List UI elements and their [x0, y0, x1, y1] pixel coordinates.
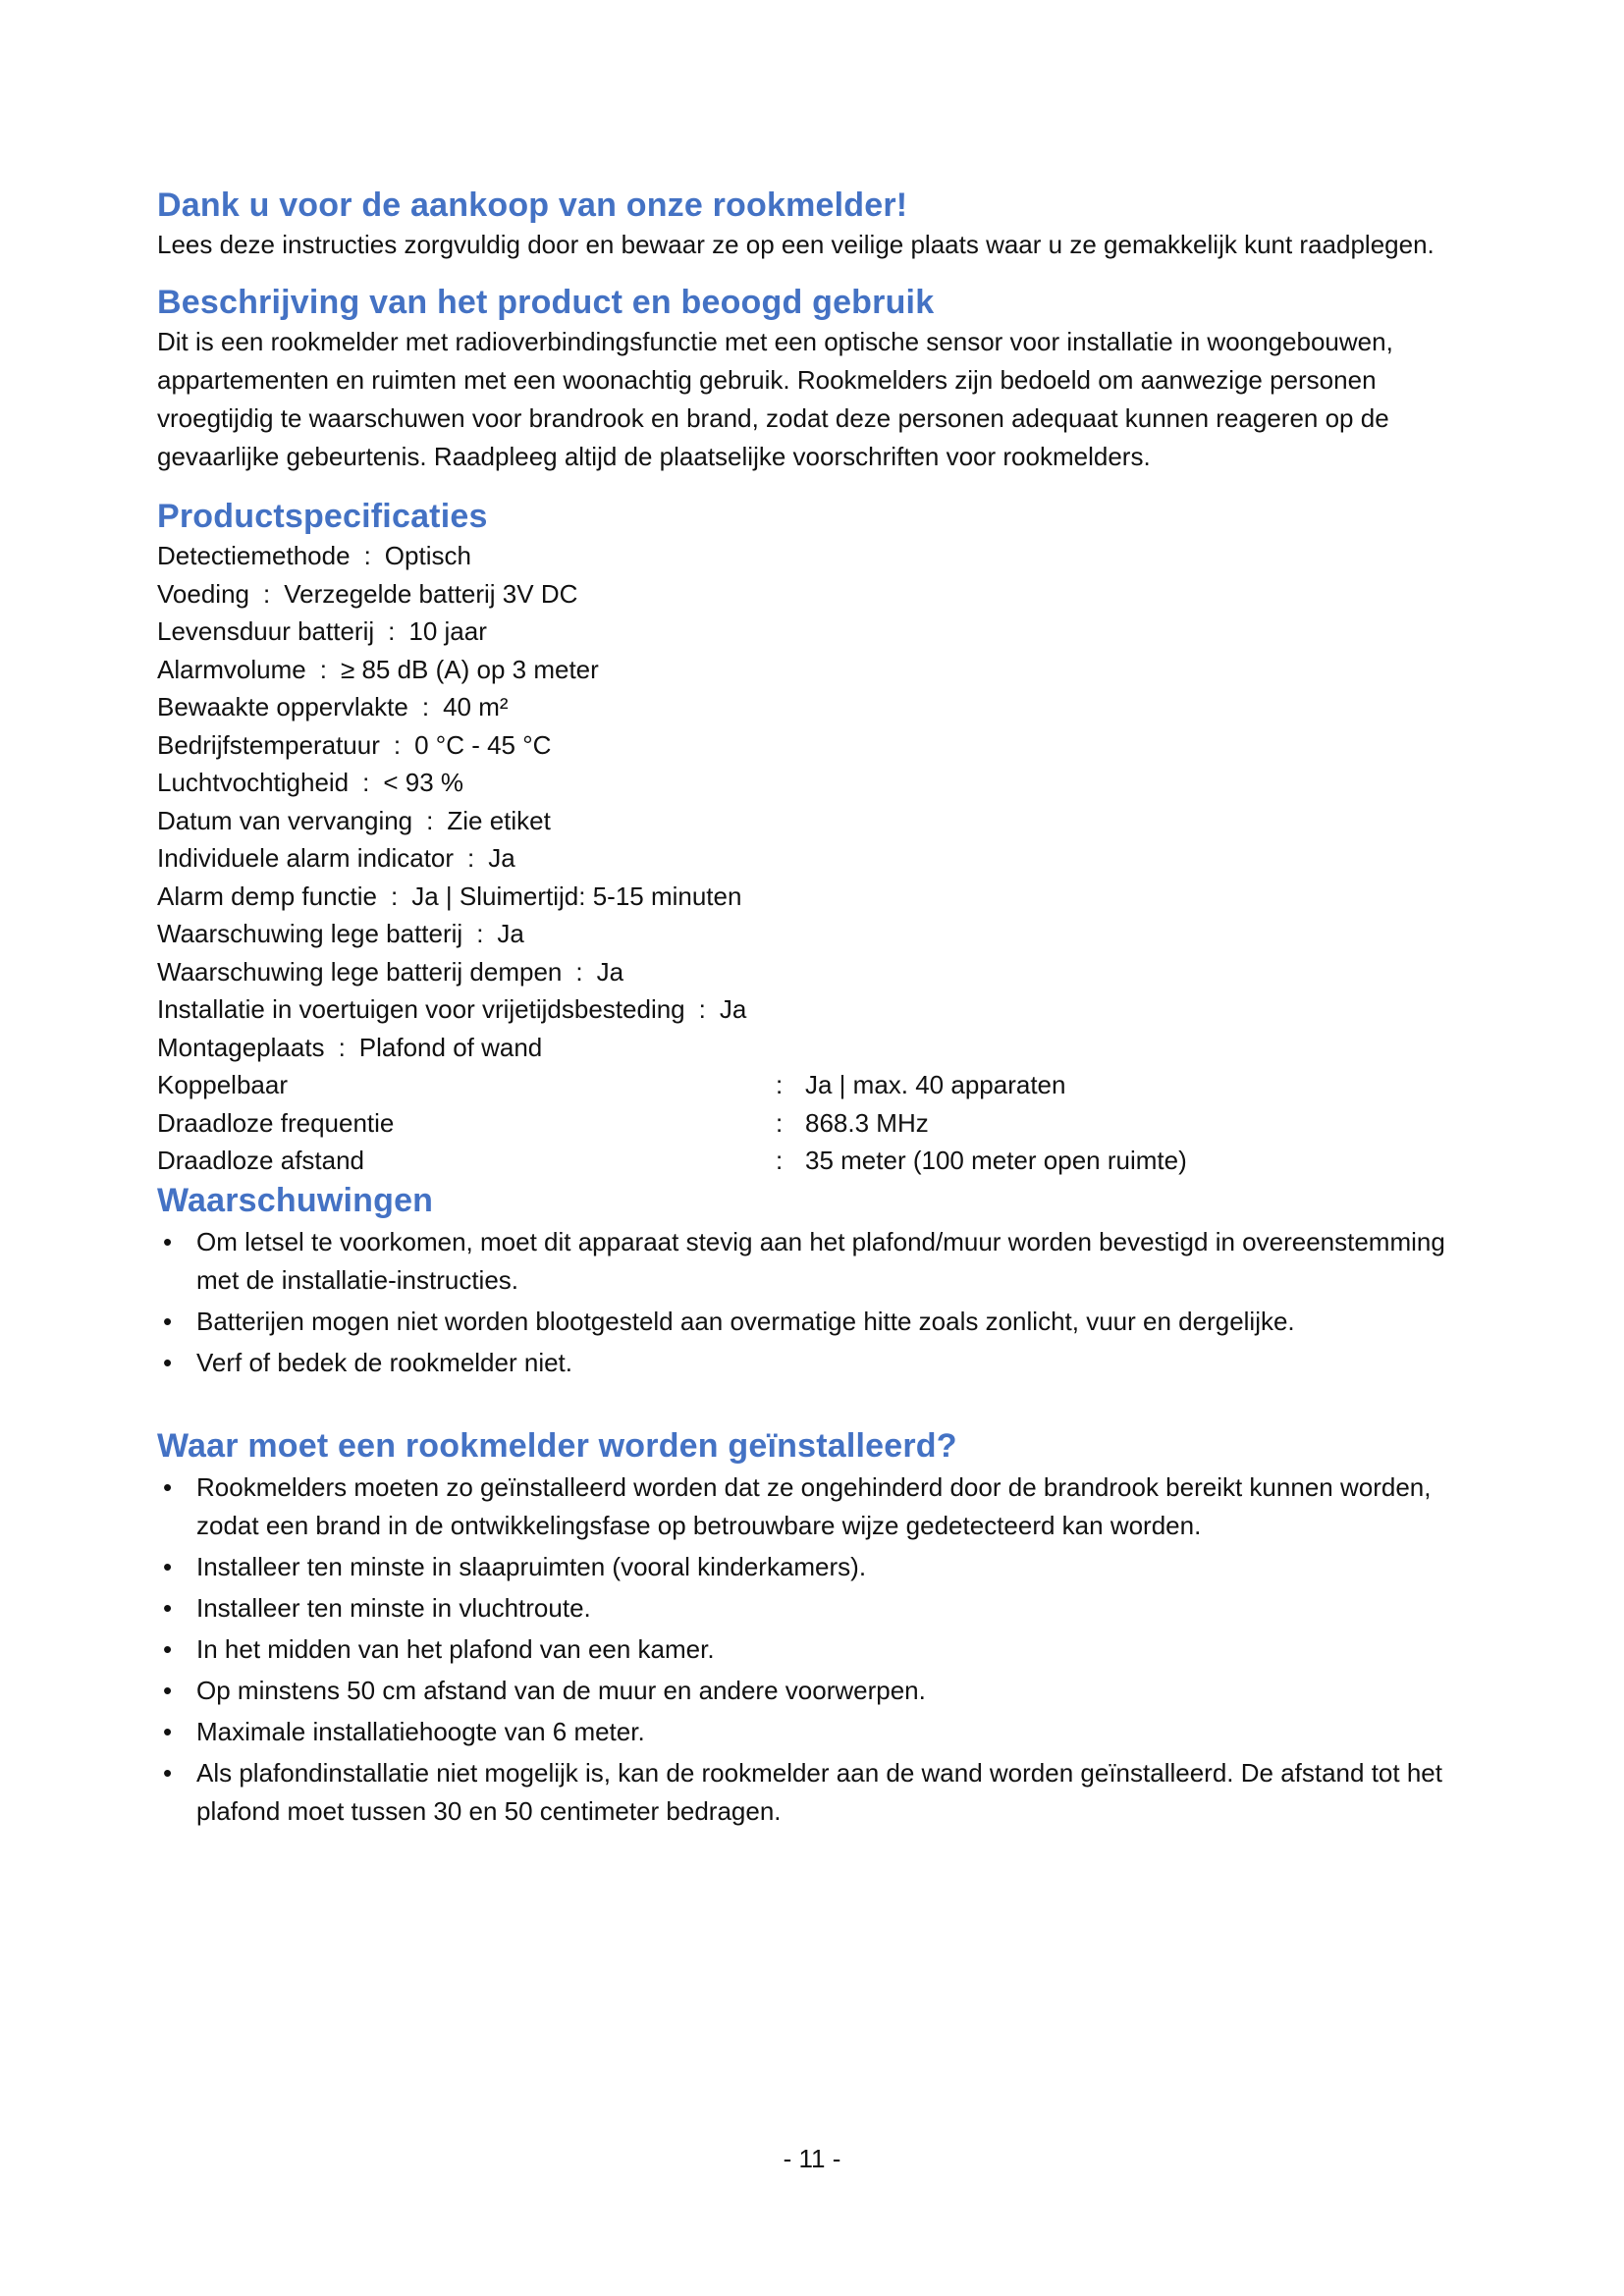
bullet-icon: •	[163, 1347, 173, 1377]
spec-row	[157, 537, 1463, 575]
spec-separator: :	[388, 616, 396, 646]
spec-label: Levensduur batterij	[157, 616, 375, 646]
spec-row	[157, 915, 1463, 953]
list-item-text: Als plafondinstallatie niet mogelijk is, kan de rookmelder aan de wand worden geïnstalleerd. De afstand tot het plafond moet tussen 30 en 50 centimeter bedragen.	[196, 1757, 1442, 1826]
spec-separator: :	[421, 692, 430, 721]
spec-label: Draadloze frequentie	[157, 1107, 395, 1138]
list-item	[157, 1303, 1463, 1341]
list-item	[157, 1344, 1463, 1382]
list-item-text: Verf of bedek de rookmelder niet.	[196, 1347, 573, 1377]
description-heading: Beschrijving van het product en beoogd gebruik	[157, 284, 935, 321]
bullet-icon: •	[163, 1551, 173, 1581]
spec-row	[157, 990, 1463, 1029]
spec-separator: :	[776, 1070, 784, 1099]
spec-separator: :	[698, 994, 706, 1024]
spec-value: < 93 %	[383, 768, 464, 797]
spec-label: Detectiemethode	[157, 541, 351, 570]
bullet-icon: •	[163, 1226, 173, 1256]
spec-label: Bedrijfstemperatuur	[157, 729, 380, 760]
list-item	[157, 1589, 1463, 1628]
spec-row	[157, 651, 1463, 689]
spec-row	[157, 1104, 1463, 1143]
spec-label: Installatie in voertuigen voor vrijetijdsbesteding	[157, 994, 685, 1024]
spec-label: Draadloze afstand	[157, 1146, 365, 1175]
spec-separator: :	[776, 1107, 784, 1138]
intro-section	[157, 185, 1463, 264]
bullet-icon: •	[163, 1675, 173, 1705]
list-item	[157, 1468, 1463, 1545]
bullet-icon: •	[163, 1471, 173, 1502]
list-item-text: Om letsel te voorkomen, moet dit apparaat stevig aan het plafond/muur worden bevestigd in overeenstemming met de installatie-instructies.	[196, 1226, 1445, 1295]
spec-value: ≥ 85 dB (A) op 3 meter	[340, 654, 599, 684]
list-item-text: Op minstens 50 cm afstand van de muur en andere voorwerpen.	[196, 1675, 926, 1705]
warnings-section	[157, 1180, 1463, 1382]
spec-value: Plafond of wand	[358, 1032, 543, 1062]
bullet-icon: •	[163, 1633, 173, 1664]
intro-heading: Dank u voor de aankoop van onze rookmelder!	[157, 187, 908, 224]
spec-row	[157, 1142, 1463, 1180]
list-item	[157, 1223, 1463, 1300]
spec-label: Datum van vervanging	[157, 805, 413, 835]
spec-separator: :	[390, 881, 399, 911]
spec-label: Alarm demp functie	[157, 881, 377, 911]
spec-separator: :	[363, 541, 371, 570]
spec-value: Ja | max. 40 apparaten	[805, 1070, 1066, 1099]
spec-value: Ja | Sluimertijd: 5-15 minuten	[411, 881, 742, 911]
list-item	[157, 1754, 1463, 1831]
spec-separator: :	[426, 805, 434, 835]
description-text: Dit is een rookmelder met radioverbindingsfunctie met een optische sensor voor installatie in woongebouwen, appartementen en ruimten met een woonachtig gebruik. Rookmelders zijn bedoeld om aanwezige personen vroegtijdig te waarschuwen voor brandrook en brand, zodat deze personen adequaat kunnen reageren op de gevaarlijke gebeurtenis. Raadpleeg altijd de plaatselijke voorschriften voor rookmelders.	[157, 327, 1393, 471]
list-item-text: Rookmelders moeten zo geïnstalleerd worden dat ze ongehinderd door de brandrook bereikt kunnen worden, zodat een brand in de ontwikkelingsfase op betrouwbare wijze gedetecteerd kan worden.	[196, 1471, 1432, 1540]
spec-value: 868.3 MHz	[805, 1107, 929, 1138]
spec-value: Ja	[719, 994, 747, 1024]
spec-separator: :	[319, 654, 327, 684]
spec-row	[157, 1029, 1463, 1067]
list-item	[157, 1630, 1463, 1669]
list-item-text: Installeer ten minste in slaapruimten (vooral kinderkamers).	[196, 1551, 867, 1581]
spec-value: Verzegelde batterij 3V DC	[284, 578, 578, 609]
warnings-heading: Waarschuwingen	[157, 1181, 434, 1219]
spec-value: Ja	[488, 843, 515, 873]
spec-separator: :	[776, 1146, 784, 1175]
specs-section	[157, 496, 1463, 1180]
installation-section	[157, 1425, 1463, 1831]
installation-list	[157, 1468, 1463, 1831]
manual-page	[157, 185, 1463, 1834]
spec-value: 10 jaar	[408, 616, 487, 646]
bullet-icon: •	[163, 1757, 173, 1788]
spec-row	[157, 688, 1463, 726]
list-item-text: Maximale installatiehoogte van 6 meter.	[196, 1716, 645, 1746]
spec-label: Waarschuwing lege batterij	[157, 919, 463, 948]
list-item	[157, 1713, 1463, 1751]
spec-row	[157, 613, 1463, 651]
list-item	[157, 1672, 1463, 1710]
spec-value: Ja	[596, 956, 624, 987]
spec-separator: :	[338, 1032, 346, 1062]
spec-row	[157, 726, 1463, 765]
spec-row	[157, 802, 1463, 840]
spec-value: Optisch	[384, 541, 471, 570]
list-item-text: In het midden van het plafond van een kamer.	[196, 1633, 715, 1664]
list-item-text: Batterijen mogen niet worden blootgesteld aan overmatige hitte zoals zonlicht, vuur en dergelijke.	[196, 1306, 1295, 1336]
spec-row	[157, 878, 1463, 916]
spec-value: 40 m²	[443, 692, 509, 721]
spec-separator: :	[467, 843, 475, 873]
spec-row	[157, 575, 1463, 614]
installation-heading: Waar moet een rookmelder worden geïnstalleerd?	[157, 1426, 957, 1465]
spec-value: Ja	[497, 919, 524, 948]
spec-separator: :	[262, 578, 271, 609]
spec-separator: :	[393, 729, 402, 760]
spec-separator: :	[575, 956, 583, 987]
bullet-icon: •	[163, 1306, 173, 1336]
spec-row	[157, 764, 1463, 802]
list-item	[157, 1548, 1463, 1586]
spec-label: Montageplaats	[157, 1032, 325, 1062]
spec-row	[157, 839, 1463, 878]
bullet-icon: •	[163, 1592, 173, 1623]
bullet-icon: •	[163, 1716, 173, 1746]
spec-label: Alarmvolume	[157, 654, 306, 684]
spec-label: Bewaakte oppervlakte	[157, 692, 408, 721]
spec-separator: :	[476, 919, 484, 948]
spec-separator: :	[362, 768, 370, 797]
spec-value: 35 meter (100 meter open ruimte)	[805, 1146, 1187, 1175]
spec-label: Individuele alarm indicator	[157, 843, 455, 873]
intro-text: Lees deze instructies zorgvuldig door en bewaar ze op een veilige plaats waar u ze gemakkelijk kunt raadplegen.	[157, 230, 1435, 259]
spec-value: 0 °C - 45 °C	[414, 729, 552, 760]
spec-row	[157, 953, 1463, 991]
spec-label: Koppelbaar	[157, 1070, 288, 1099]
spec-value: Zie etiket	[447, 805, 551, 835]
warnings-list	[157, 1223, 1463, 1382]
spec-row	[157, 1066, 1463, 1104]
spec-label: Waarschuwing lege batterij dempen	[157, 956, 563, 987]
specs-list	[157, 537, 1463, 1066]
specs-table	[157, 1066, 1463, 1180]
specs-heading: Productspecificaties	[157, 498, 488, 535]
spec-label: Luchtvochtigheid	[157, 768, 350, 797]
spec-label: Voeding	[157, 578, 249, 609]
page-number: - 11 -	[783, 2144, 841, 2173]
list-item-text: Installeer ten minste in vluchtroute.	[196, 1592, 591, 1623]
description-section	[157, 282, 1463, 476]
